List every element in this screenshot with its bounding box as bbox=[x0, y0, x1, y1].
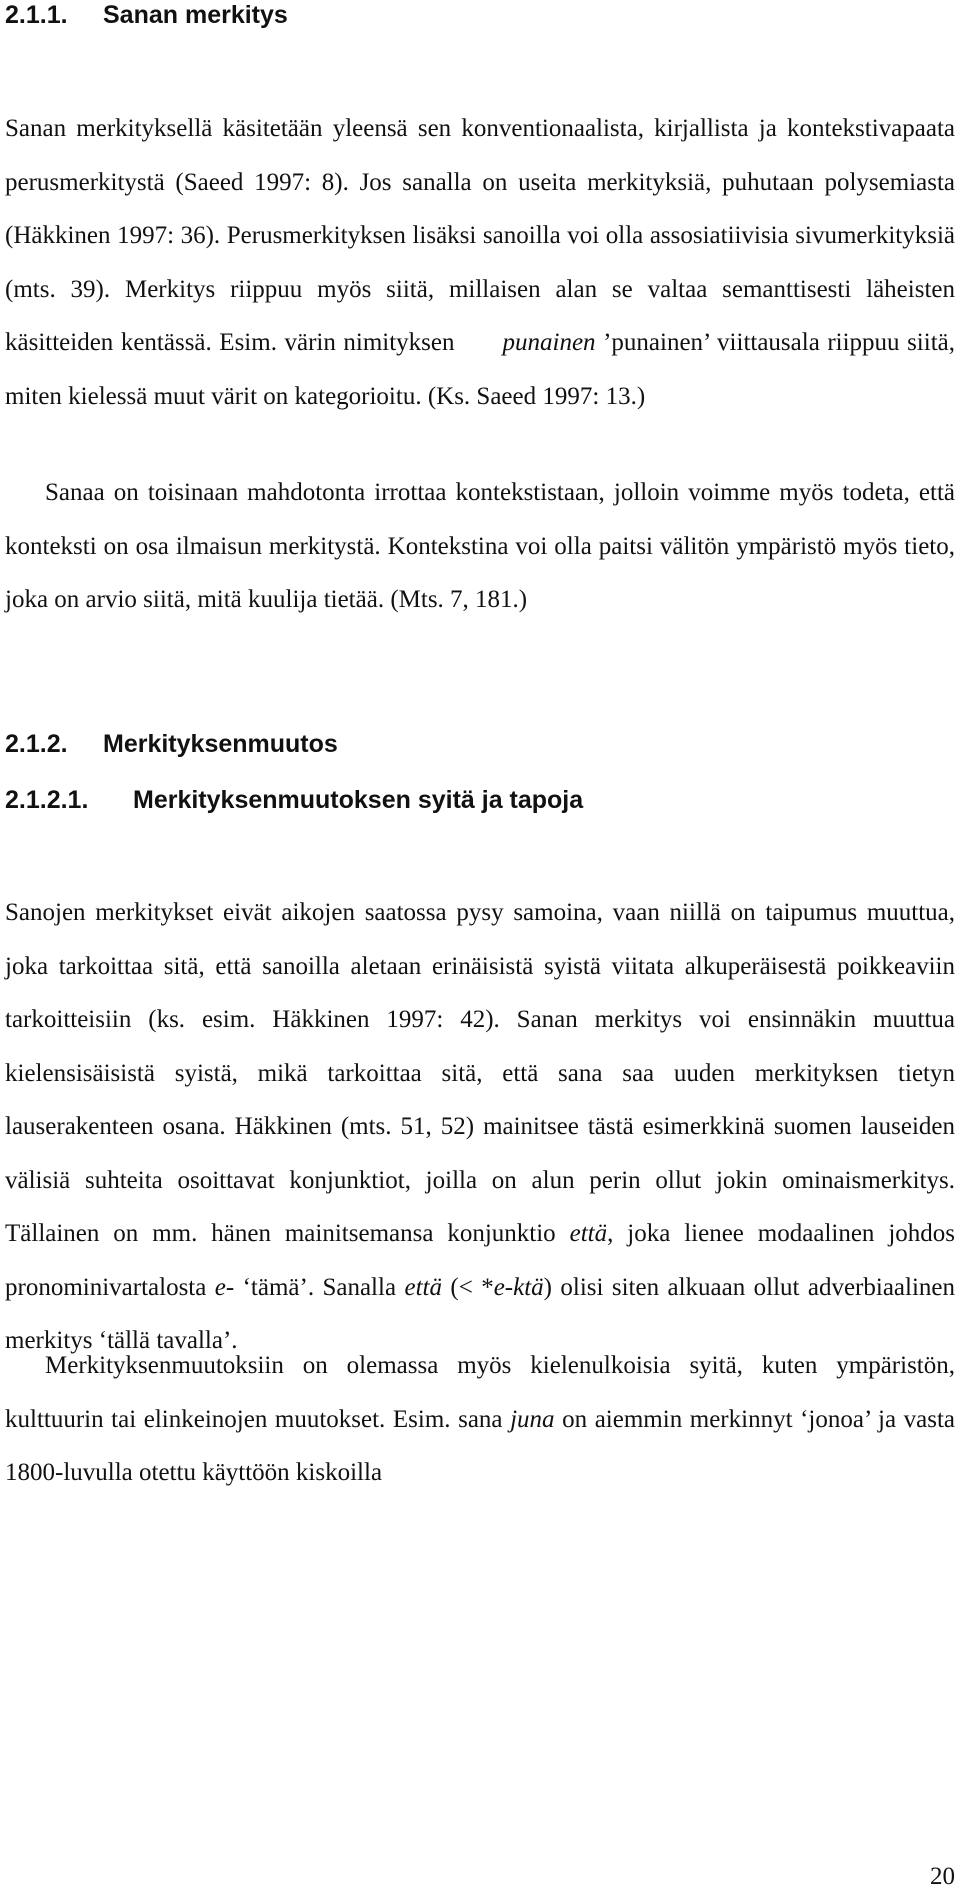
italic-term-juna: juna bbox=[510, 1405, 555, 1433]
italic-term-etta-2: että bbox=[404, 1273, 442, 1301]
section-heading-sanan-merkitys bbox=[5, 0, 288, 30]
section-title: Merkityksenmuutos bbox=[103, 730, 338, 758]
paragraph-text: Sanaa on toisinaan mahdotonta irrottaa kontekstistaan, jolloin voimme myös todeta, että konteksti on osa ilmaisun merkitystä. Kontekstina voi olla paitsi välitön ympäristö myös tieto, joka on arvio siitä, mitä kuulija tietää. (Mts. 7, 181.) bbox=[5, 479, 955, 613]
section-number: 2.1.2.1. bbox=[5, 786, 89, 814]
italic-term-etta: että bbox=[569, 1220, 608, 1247]
paragraph-kielenulkoiset-syyt: Merkityksenmuutoksiin on olemassa myös kielenulkoisia syitä, kuten ympäristön, kulttuurin tai elinkeinojen muutokset. Esim. sana juna on aiemmin merkinnyt ‘jonoa’ ja vasta 1800-luvulla otettu käyttöön kiskoilla bbox=[5, 1352, 955, 1486]
page-number: 20 bbox=[930, 1863, 955, 1890]
paragraph-text: Sanan merkityksellä käsitetään yleensä sen konventionaalista, kirjallista ja kontekstivapaata perusmerkitystä (Saeed 1997: 8). Jos sanalla on useita merkityksiä, puhutaan polysemiasta (Häkkinen 1997: 36). Perusmerkityksen lisäksi sanoilla voi olla assosiatiivisia sivumerkityksiä (mts. 39). Merkitys riippuu myös siitä, millaisen alan se valtaa semanttisesti läheisten käsitteiden kentässä. Esim. värin nimityksen bbox=[5, 115, 955, 356]
section-title: Sanan merkitys bbox=[103, 1, 288, 29]
section-title: Merkityksenmuutoksen syitä ja tapoja bbox=[133, 786, 584, 814]
paragraph-text-end: viittausala riippuu siitä, miten kielessä muut värit on kategorioitu. (Ks. Saeed 1997: 13.) bbox=[5, 329, 955, 410]
gloss-punainen: ’punainen’ bbox=[603, 329, 710, 356]
paragraph-konteksti bbox=[5, 466, 955, 627]
section-number: 2.1.2. bbox=[5, 730, 68, 758]
section-heading-merkityksenmuutos bbox=[5, 729, 338, 759]
paragraph-sanan-merkitys bbox=[5, 102, 955, 423]
paragraph-merkitysten-muuttuminen: Sanojen merkitykset eivät aikojen saatossa pysy samoina, vaan niillä on taipumus muuttua, joka tarkoittaa sitä, että sanoilla aletaan erinäisistä syistä viitata alkuperäisestä poikkeaviin tarkoitteisiin (ks. esim. Häkkinen 1997: 42). Sanan merkitys voi ensinnäkin muuttua kielensisäisistä syistä, mikä tarkoittaa sitä, että sana saa uuden merkityksen tietyn lauserakenteen osana. Häkkinen (mts. 51, 52) mainitsee tästä esimerkkinä suomen lauseiden välisiä suhteita osoittavat konjunktiot, joilla on alun perin ollut jokin ominaismerkitys. Tällainen on mm. hänen mainitsemansa konjunktio että, joka lienee modaalinen johdos pronominivartalosta e- ‘tämä’. Sanalla että (< *e-ktä) olisi siten alkuaan ollut adverbiaalinen merkitys ‘tällä tavalla’. bbox=[5, 899, 956, 1354]
section-heading-muutoksen-syita bbox=[5, 785, 583, 815]
italic-term-punainen: punainen bbox=[502, 329, 596, 356]
italic-term-e: e- bbox=[214, 1273, 235, 1301]
section-number: 2.1.1. bbox=[5, 1, 68, 29]
italic-term-e-kta: e-ktä bbox=[493, 1273, 544, 1301]
